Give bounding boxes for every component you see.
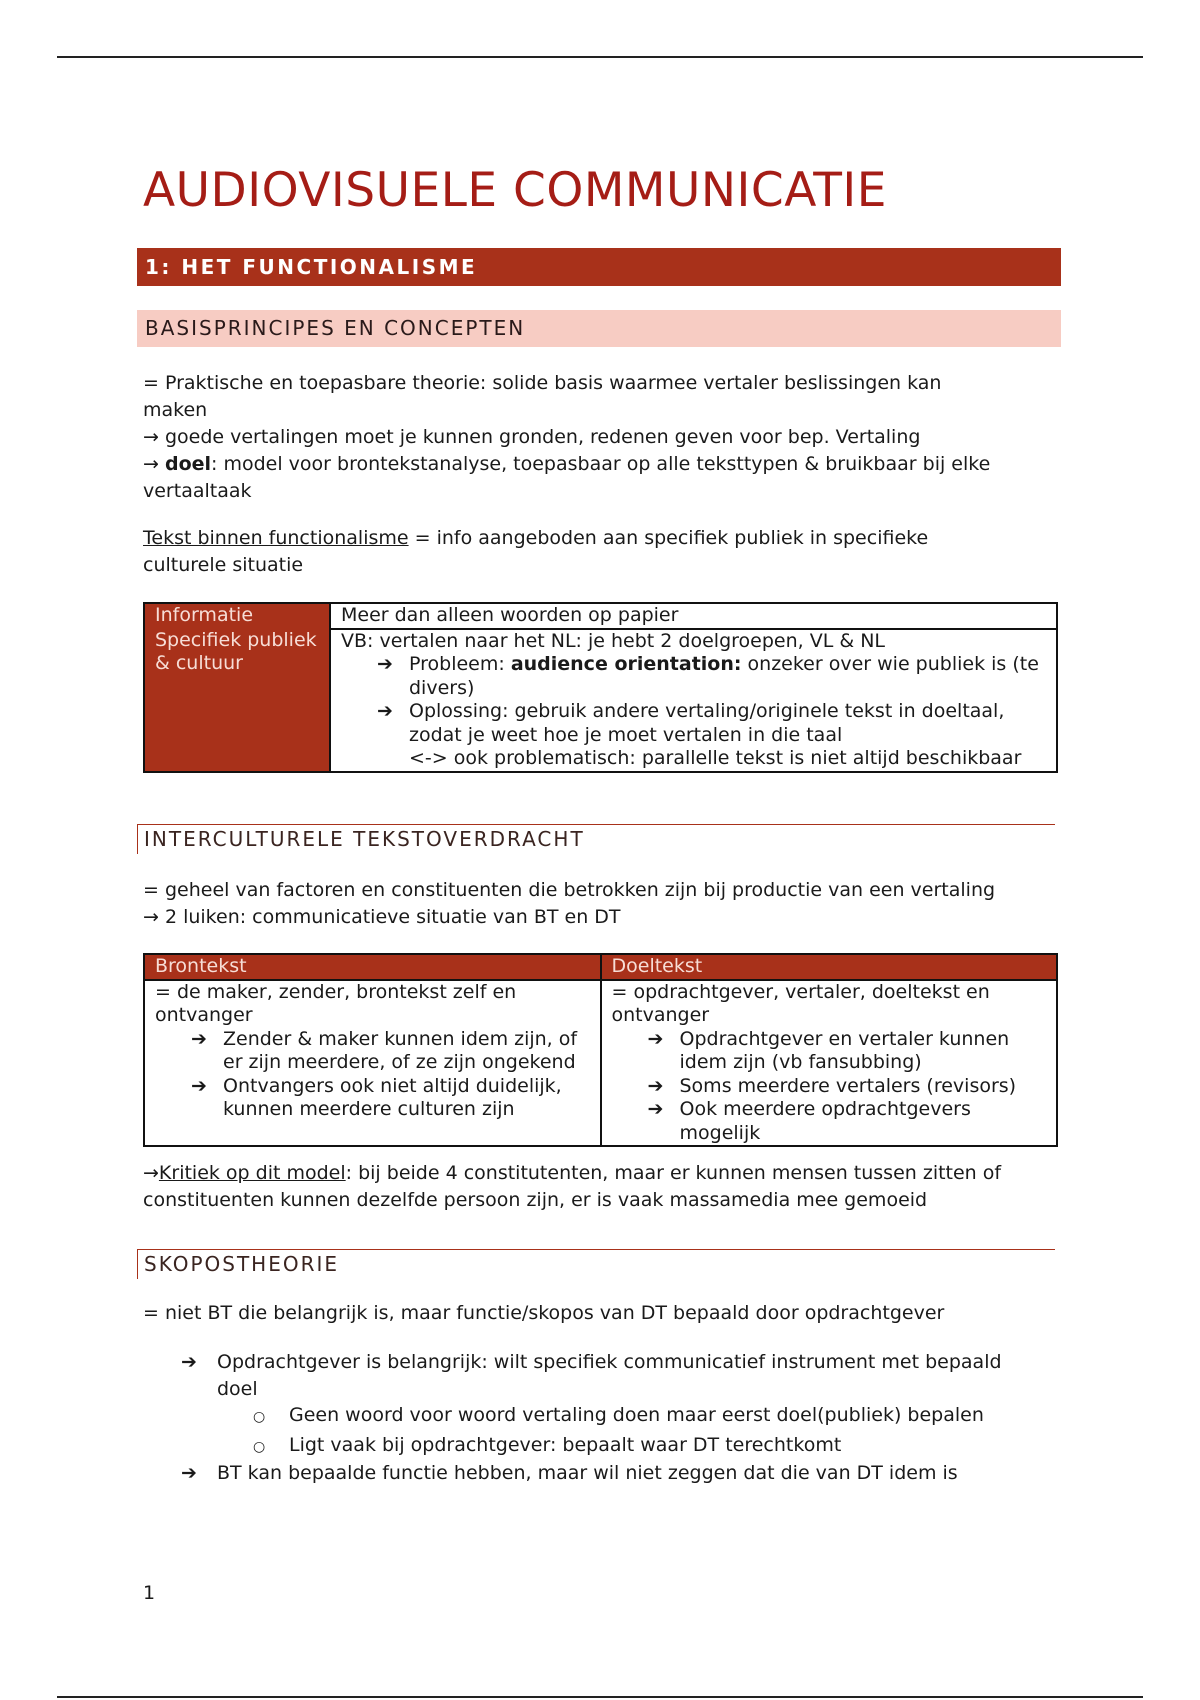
arrow-icon: ➔ (181, 1351, 197, 1373)
intro-line: vertaaltaak (143, 480, 252, 502)
arrow-icon: ➔ (647, 1098, 664, 1120)
intro-line: = Praktische en toepasbare theorie: solide basis waarmee vertaler beslissingen kan (143, 372, 942, 394)
table-header-brontekst: Brontekst (144, 954, 601, 980)
list-item: ➔ Oplossing: gebruik andere vertaling/originele tekst in doeltaal, zodat je weet hoe je moet vertalen in die taal <-> ook problematisch: parallelle tekst is niet altijd beschikbaar (341, 700, 1046, 771)
arrow-icon: ➔ (191, 1027, 207, 1050)
list-item: ➔ Opdrachtgever en vertaler kunnen idem zijn (vb fansubbing) (612, 1028, 1047, 1075)
arrow-icon: ➔ (181, 1462, 197, 1484)
list-item: ➔ Opdrachtgever is belangrijk: wilt specifiek communicatief instrument met bepaald doel (181, 1351, 1002, 1400)
arrow-icon: ➔ (377, 653, 393, 675)
list-item: ➔ BT kan bepaalde functie hebben, maar wil niet zeggen dat die van DT idem is (181, 1460, 1081, 1487)
list-item: ○ Geen woord voor woord vertaling doen maar eerst doel(publiek) bepalen (253, 1402, 1073, 1429)
section-heading-intercultureel: INTERCULTURELE TEKSTOVERDRACHT (137, 824, 1055, 854)
list-item: ➔ Zender & maker kunnen idem zijn, of er zijn meerdere, of ze zijn ongekend (155, 1028, 590, 1075)
table-header-doeltekst: Doeltekst (601, 954, 1058, 980)
circle-bullet-icon: ○ (253, 1409, 266, 1425)
list-item: ➔ Soms meerdere vertalers (revisors) (612, 1075, 1047, 1099)
table-label-cell: Informatie (144, 603, 330, 629)
list-item: ➔ Ook meerdere opdrachtgevers mogelijk (612, 1098, 1047, 1145)
circle-bullet-icon: ○ (253, 1439, 266, 1455)
definition-paragraph (143, 525, 1063, 579)
arrow-icon: ➔ (377, 700, 393, 722)
definition-line: culturele situatie (143, 554, 304, 576)
arrow-icon: ➔ (647, 1074, 664, 1097)
list-item: ○ Ligt vaak bij opdrachtgever: bepaalt waar DT terechtkomt (253, 1432, 1073, 1459)
table-value-cell: Meer dan alleen woorden op papier (330, 603, 1057, 629)
definition-text: = info aangeboden aan specifiek publiek in specifieke (408, 527, 929, 549)
intro-paragraph (143, 370, 1063, 505)
arrow-icon: → (143, 453, 165, 475)
chapter-heading: 1: HET FUNCTIONALISME (137, 248, 1061, 286)
section-heading-skopostheorie: SKOPOSTHEORIE (137, 1249, 1055, 1279)
header-rule (57, 56, 1143, 58)
table-cell-doeltekst: = opdrachtgever, vertaler, doeltekst en ontvanger ➔ Opdrachtgever en vertaler kunnen idem zijn (vb fansubbing) ➔ Soms meerdere vertalers (revisors) ➔ Ook meerdere opdrachtgevers mogelijk (601, 980, 1058, 1147)
critique-paragraph: →Kritiek op dit model: bij beide 4 constitutenten, maar er kunnen mensen tussen zitten of constituenten kunnen dezelfde persoon zijn, er is vaak massamedia mee gemoeid (143, 1162, 1002, 1211)
intro-text: : model voor brontekstanalyse, toepasbaar op alle teksttypen & bruikbaar bij elke (211, 453, 991, 475)
critique-term: Kritiek op dit model (158, 1162, 346, 1184)
intro-line: → goede vertalingen moet je kunnen gronden, redenen geven voor bep. Vertaling (143, 426, 921, 448)
page-number: 1 (143, 1582, 156, 1604)
intro-line (143, 451, 1063, 478)
arrow-icon: → (143, 1162, 159, 1184)
table-value-cell (330, 629, 1057, 772)
section-heading-basisprincipes: BASISPRINCIPES EN CONCEPTEN (137, 310, 1061, 347)
arrow-icon: ➔ (647, 1027, 664, 1050)
table-text: VB: vertalen naar het NL: je hebt 2 doelgroepen, VL & NL (341, 629, 885, 652)
definition-term: Tekst binnen functionalisme (143, 527, 409, 549)
document-title: AUDIOVISUELE COMMUNICATIE (143, 163, 887, 218)
table-cell-brontekst: = de maker, zender, brontekst zelf en ontvanger ➔ Zender & maker kunnen idem zijn, of er zijn meerdere, of ze zijn ongekend ➔ Ontvangers ook niet altijd duidelijk, kunnen meerdere culturen zijn (144, 980, 601, 1147)
intercultural-paragraph: = geheel van factoren en constituenten die betrokken zijn bij productie van een vertaling → 2 luiken: communicatieve situatie van BT en DT (143, 879, 996, 928)
comparison-table (143, 953, 1058, 1147)
footer-rule (57, 1696, 1143, 1698)
skopos-paragraph: = niet BT die belangrijk is, maar functie/skopos van DT bepaald door opdrachtgever (143, 1302, 945, 1324)
bold-term: audience orientation: (510, 653, 742, 675)
table-label-cell: Specifiek publiek & cultuur (144, 629, 330, 772)
list-item: ➔ Ontvangers ook niet altijd duidelijk, kunnen meerdere culturen zijn (155, 1075, 590, 1122)
intro-line: maken (143, 399, 208, 421)
concept-table (143, 602, 1058, 773)
list-item: ➔ Probleem: audience orientation: onzeker over wie publiek is (te divers) (341, 653, 1046, 700)
intro-bold-term: doel (164, 453, 212, 475)
arrow-icon: ➔ (191, 1074, 207, 1097)
